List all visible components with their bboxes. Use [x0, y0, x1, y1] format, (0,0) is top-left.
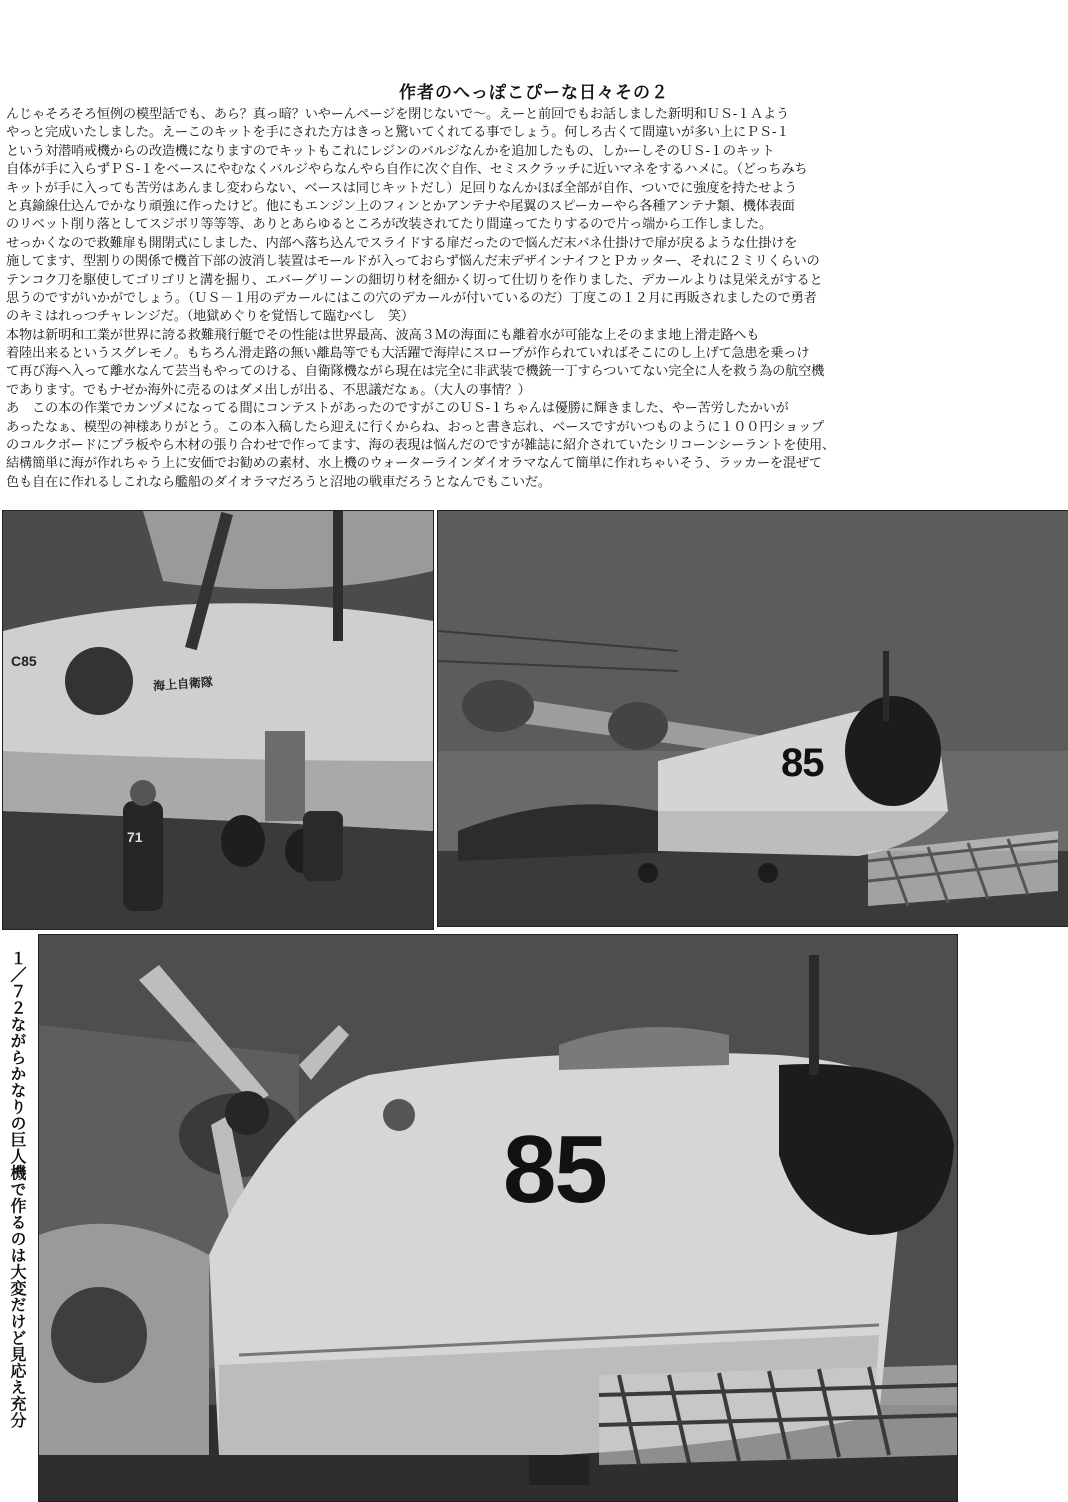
photo-nose-closeup	[38, 934, 958, 1502]
fuselage-marking: C85	[11, 653, 37, 669]
hull-lettering: 海上自衛隊	[152, 674, 214, 694]
crew-marking: 71	[127, 829, 143, 845]
body-line: 着陸出来るというスグレモノ。もちろん滑走路の無い離島等でも大活躍で海岸にスロープが作られていればそこにのし上げて急患を乗っけ	[6, 346, 810, 362]
body-line: やっと完成いたしました。えーこのキットを手にされた方はきっと驚いてくれてる事でしょう。何しろ古くて間違いが多い上にＰＳ-１	[6, 125, 790, 141]
photo-fuselage-closeup	[2, 510, 434, 930]
body-line: 自体が手に入らずＰＳ-１をベースにやむなくバルジやらなんやら自作に次ぐ自作、セミスクラッチに近いマネをするハメに。（どっちみち	[6, 162, 808, 178]
photo-fuselage-closeup-image	[3, 511, 433, 929]
photo-nose-closeup-image	[39, 935, 957, 1501]
body-line: キットが手に入っても苦労はあんまし変わらない、ベースは同じキットだし）足回りなんかほぼ全部が自作、ついでに強度を持たせよう	[6, 180, 798, 196]
photo-side-view	[437, 510, 1068, 927]
body-line: 本物は新明和工業が世界に誇る救難飛行艇でその性能は世界最高、波高３Ｍの海面にも離着水が可能な上そのまま地上滑走路へも	[6, 327, 760, 343]
photo-side-view-image	[438, 511, 1068, 926]
body-line: せっかくなので救難扉も開閉式にしました、内部へ落ち込んでスライドする扉だったので悩んだ末バネ仕掛けで扉が戻るような仕掛けを	[6, 235, 798, 251]
body-line: のリベット削り落としてスジボリ等等等、ありとあらゆるところが改装されてたり間違ってたりするので片っ端から工作しました。	[6, 217, 772, 233]
body-line: であります。でもナゼか海外に売るのはダメ出しが出る、不思議だなぁ。（大人の事情？）	[6, 382, 531, 398]
body-line: テンコク刀を駆使してゴリゴリと溝を掘り、エバーグリーンの細切り材を細かく切って仕切りを作りました、デカールよりは見栄えがすると	[6, 272, 823, 288]
article-body	[6, 106, 1064, 492]
body-line: 思うのですがいかがでしょう。（ＵＳ－１用のデカールにはこの穴のデカールが付いているのだ）丁度この１２月に再販されましたので勇者	[6, 290, 817, 306]
body-line: という対潜哨戒機からの改造機になりますのでキットもこれにレジンのバルジなんかを追加したもの、しかーしそのＵＳ-１のキット	[6, 143, 775, 159]
body-line: て再び海へ入って離水なんて芸当もやってのける、自衛隊機ながら現在は完全に非武装で機銃一丁すらついてない完全に人を救う為の航空機	[6, 364, 825, 380]
body-line: あったなぁ、模型の神様ありがとう。この本入稿したら迎えに行くからね、おっと書き忘れ、ベースですがいつものように１００円ショップ	[6, 419, 824, 435]
body-line: 色も自在に作れるしこれなら艦船のダイオラマだろうと沼地の戦車だろうとなんでもこいだ。	[6, 474, 551, 490]
body-line: 施してます、型割りの関係で機首下部の波消し装置はモールドが入っておらず悩んだ末デザインナイフとＰカッター、それに２ミリくらいの	[6, 254, 820, 270]
aircraft-number: 85	[781, 741, 824, 785]
body-line: 結構簡単に海が作れちゃう上に安価でお勧めの素材、水上機のウォーターラインダイオラマなんて簡単に作れちゃいそう、ラッカーを混ぜて	[6, 456, 822, 472]
body-line: と真鍮線仕込んでかなり頑強に作ったけど。他にもエンジン上のフィンとかアンテナや尾翼のスピーカーやら各種アンテナ類、機体表面	[6, 198, 795, 214]
body-line: あ この本の作業でカンヅメになってる間にコンテストがあったのですがこのＵＳ-１ちゃんは優勝に輝きました、やー苦労したかいが	[6, 401, 789, 417]
side-caption: １／７２ながらかなりの巨人機で作るのは大変だけど見応え充分	[8, 950, 27, 1429]
body-line: んじゃそろそろ恒例の模型話でも、あら？真っ暗？いやーんページを閉じないで～。えーと前回でもお話しました新明和ＵＳ-１Ａよう	[6, 107, 789, 122]
aircraft-number-large: 85	[503, 1116, 606, 1223]
body-line: のキミはれっつチャレンジだ。（地獄めぐりを覚悟して臨むべし 笑）	[6, 309, 414, 325]
body-line: のコルクボードにプラ板やら木材の張り合わせで作ってます、海の表現は悩んだのですが雑誌に紹介されていたシリコーンシーラントを使用、	[6, 438, 836, 454]
page-title: 作者のへっぽこぴーな日々その２	[399, 83, 669, 103]
